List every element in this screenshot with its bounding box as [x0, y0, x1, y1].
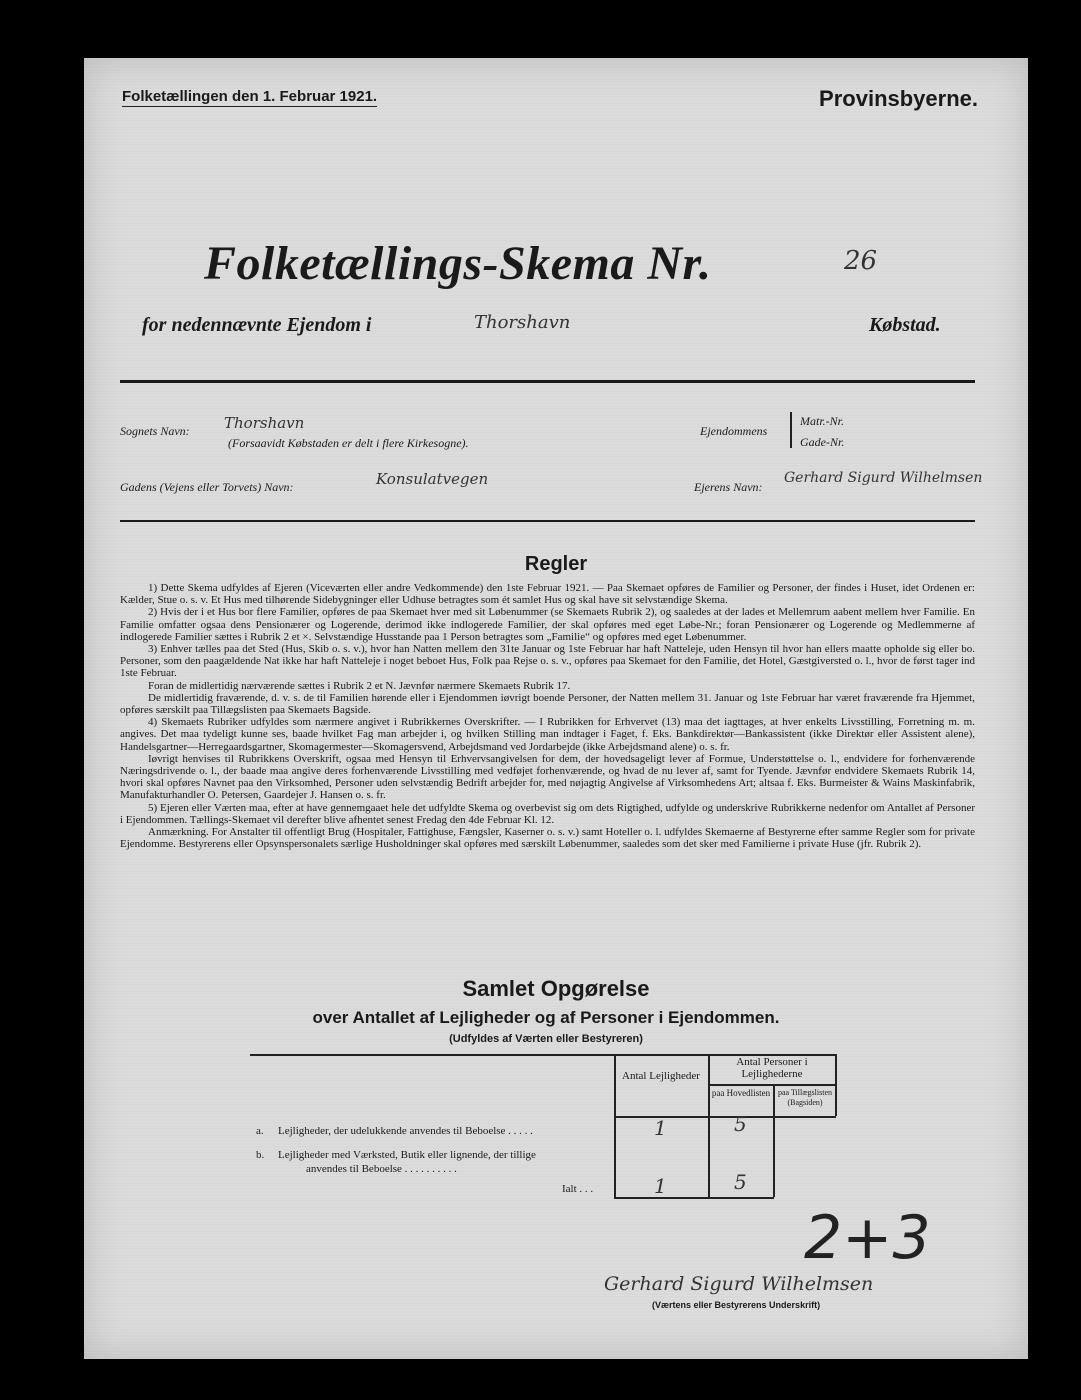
row-a-letter: a.: [256, 1125, 264, 1137]
form-number-handwritten: 26: [844, 246, 878, 276]
summary-table: [250, 1054, 836, 1197]
row-total-label: Ialt . . .: [562, 1183, 594, 1195]
sogn-note: (Forsaavidt Købstaden er delt i flere Kirkesogne).: [228, 436, 469, 450]
col-tillaeg-header: paa Tillægslisten (Bagsiden): [777, 1088, 832, 1107]
table-rule: [708, 1084, 836, 1086]
gade-nr-label: Gade-Nr.: [800, 435, 845, 449]
rule-paragraph: Foran de midlertidig nærværende sættes i Rubrik 2 et N. Jævnfør nærmere Skemaets Rubrik 17.: [148, 679, 571, 692]
census-date-header: Folketællingen den 1. Februar 1921.: [122, 88, 378, 105]
row-b-label-cont: anvendes til Beboelse . . . . . . . . . .: [306, 1163, 457, 1175]
gade-name-label: Gadens (Vejens eller Torvets) Navn:: [120, 480, 294, 494]
rule-paragraph: De midlertidig fraværende, d. v. s. de til Familien hørende eller i Ejendommen iøvrigt boende Personer, der Natten mellem 31. Januar og 1ste Februar har været fraværende fra Hjemmet, opføres særskilt paa Tillægslisten paa Skemaets Bagside.: [120, 691, 975, 717]
total-lejligheder-value: 1: [654, 1174, 667, 1198]
ejendom-brace: [790, 412, 792, 448]
ejer-label: Ejerens Navn:: [694, 480, 763, 494]
row-b-letter: b.: [256, 1149, 265, 1161]
region-header: Provinsbyerne.: [819, 86, 978, 111]
a-hovedliste-value: 5: [734, 1112, 747, 1136]
sogn-label: Sognets Navn:: [120, 424, 190, 438]
table-rule: [614, 1116, 836, 1118]
regler-heading: Regler: [524, 553, 588, 575]
samlet-subheading: over Antallet af Lejligheder og af Personer i Ejendommen.: [312, 1008, 780, 1027]
mid-divider: [120, 520, 975, 522]
rule-paragraph: Iøvrigt henvises til Rubrikkens Overskrift, ogsaa med Hensyn til Erhvervsangivelsen for dem, der hovedsageligt lever af Formue, Understøttelse o. l., endvidere for forhenværende Næringsdrivende o. l., der baade maa angive deres forhenværende Livsstilling med vedføjet forhenværende, og hvad de nu lever af, samt for Tyende. Jævnfør endvidere Skemaets Rubrik 14, hvori skal opføres Navnet paa den Virksomhed, Personer uden selvstændig Bedrift arbejder for, med nøjagtig Angivelse af Virksomhedens Art; altsaa f. Eks. Burmeister & Wains Maskinfabrik, Manufakturhandler O. Petersen, Gaardejer J. Hansen o. s. fr.: [120, 752, 975, 802]
rule-paragraph: 3) Enhver tælles paa det Sted (Hus, Skib o. s. v.), hvor han Natten mellem den 31te Januar og 1ste Februar har haft Natteleje, uden Hensyn til hvor han ellers maatte opholde sig eller bo. Personer, som den paagældende Nat ikke har haft Natteleje i noget beboet Hus, Folk paa Rejse o. s. v., opføres paa Skemaet for den Familie, det Hotel, Gæstgiversted o. l., hvor de først tager ind 1ste Februar.: [120, 643, 975, 680]
col-lejligheder-header: Antal Lejligheder: [622, 1070, 700, 1082]
form-title: Folketællings-Skema Nr.: [204, 237, 712, 290]
rule-paragraph: 5) Ejeren eller Værten maa, efter at have gennemgaaet hele det udfyldte Skema og overbevist sig om dets Rigtighed, udfylde og underskrive Rubrikkerne nedenfor om Antallet af Personer i Ejendommen. Tællings-Skemaet vil derefter blive afhentet senest Fredag den 4de Februar Kl. 12.: [120, 801, 975, 826]
signature-label: (Værtens eller Bestyrerens Underskrift): [652, 1300, 821, 1310]
margin-handwritten-total: 2+3: [804, 1203, 931, 1273]
rule-paragraph: 4) Skemaets Rubriker udfyldes som nærmere angivet i Rubrikkernes Overskrifter. — I Rubrikken for Erhvervet (13) maa det iagttages, at hver enkelts Livsstilling, Forretning m. m. angives. Det maa tydeligt kunne ses, baade hvilket Fag man arbejder i, og hvilken Stilling man indtager i Faget, f. Eks. Bankdirektør—Bankassistent (ikke Direktør eller Assistent alene), Handelsgartner—Herregaardsgartner, Skomagermester—Skomagersvend, Arbejdsmand ved Jordarbejde (ikke Arbejdsmand alene) o. s. fr.: [120, 716, 975, 753]
a-lejligheder-value: 1: [654, 1116, 667, 1140]
kobstad-label: Købstad.: [869, 314, 941, 336]
regler-body: [120, 582, 975, 850]
samlet-note: (Udfyldes af Værten eller Bestyreren): [449, 1033, 643, 1045]
top-divider: [120, 380, 975, 383]
gade-name-handwritten: Konsulatvegen: [376, 470, 489, 488]
property-subtitle: for nedennævnte Ejendom i: [142, 314, 372, 336]
samlet-heading: Samlet Opgørelse: [462, 976, 650, 1001]
rule-paragraph: Anmærkning. For Anstalter til offentligt Brug (Hospitaler, Fattighuse, Fængsler, Kaserner o. s. v.) samt Hoteller o. l. udfyldes Skemaerne af Bestyrerne efter samme Regler som for private Ejendomme. Bestyrerens eller Opsynspersonalets særlige Husholdninger skal opføres med særskilt Løbenummer, saaledes som det sker med Familierne i private Huse (jfr. Rubrik 2).: [120, 826, 975, 851]
total-hovedliste-value: 5: [734, 1170, 747, 1194]
city-handwritten: Thorshavn: [474, 312, 571, 333]
ejer-name-handwritten: Gerhard Sigurd Wilhelmsen: [784, 470, 983, 486]
row-b-label: Lejligheder med Værksted, Butik eller lignende, der tillige: [278, 1149, 536, 1161]
table-rule: [614, 1197, 774, 1199]
col-hoved-header: paa Hovedlisten: [711, 1088, 771, 1098]
rule-paragraph: 1) Dette Skema udfyldes af Ejeren (Viceværten eller andre Vedkommende) den 1ste Februar 1921. — Paa Skemaet opføres de Familier og Personer, der findes i Huset, idet Ordenen er: Kælder, Stue o. s. v. Et Hus med tilhørende Sidebygninger eller Udhuse betragtes som ét samlet Hus og skal have sit selvstændige Skema.: [120, 582, 975, 607]
sogn-value-handwritten: Thorshavn: [224, 414, 305, 432]
signature-handwritten: Gerhard Sigurd Wilhelmsen: [604, 1273, 874, 1295]
row-a-label: Lejligheder, der udelukkende anvendes til Beboelse . . . . .: [278, 1125, 533, 1137]
matr-label: Matr.-Nr.: [800, 414, 845, 428]
census-form-page: [84, 58, 1028, 1359]
ejendom-label: Ejendommens: [700, 424, 768, 438]
col-personer-header: Antal Personer i Lejlighederne: [736, 1056, 808, 1080]
rule-paragraph: 2) Hvis der i et Hus bor flere Familier, opføres de paa Skemaet hver med sit Løbenummer (se Skemaets Rubrik 2), og saaledes at der lades et Mellemrum aabent mellem hver Familie. En Familie omfatter ogsaa dens Pensionærer og Logerende, derimod ikke indlogerede Familier, der skal opføres med eget Løbe-Nr.; foran Pensionærer og Logerende og Medlemmerne af indlogerede Familier sættes i Rubrik 2 et ×. Selvstændige Husstande paa 1 Person betragtes som „Familie“ og opføres med eget Løbenummer.: [120, 606, 975, 643]
